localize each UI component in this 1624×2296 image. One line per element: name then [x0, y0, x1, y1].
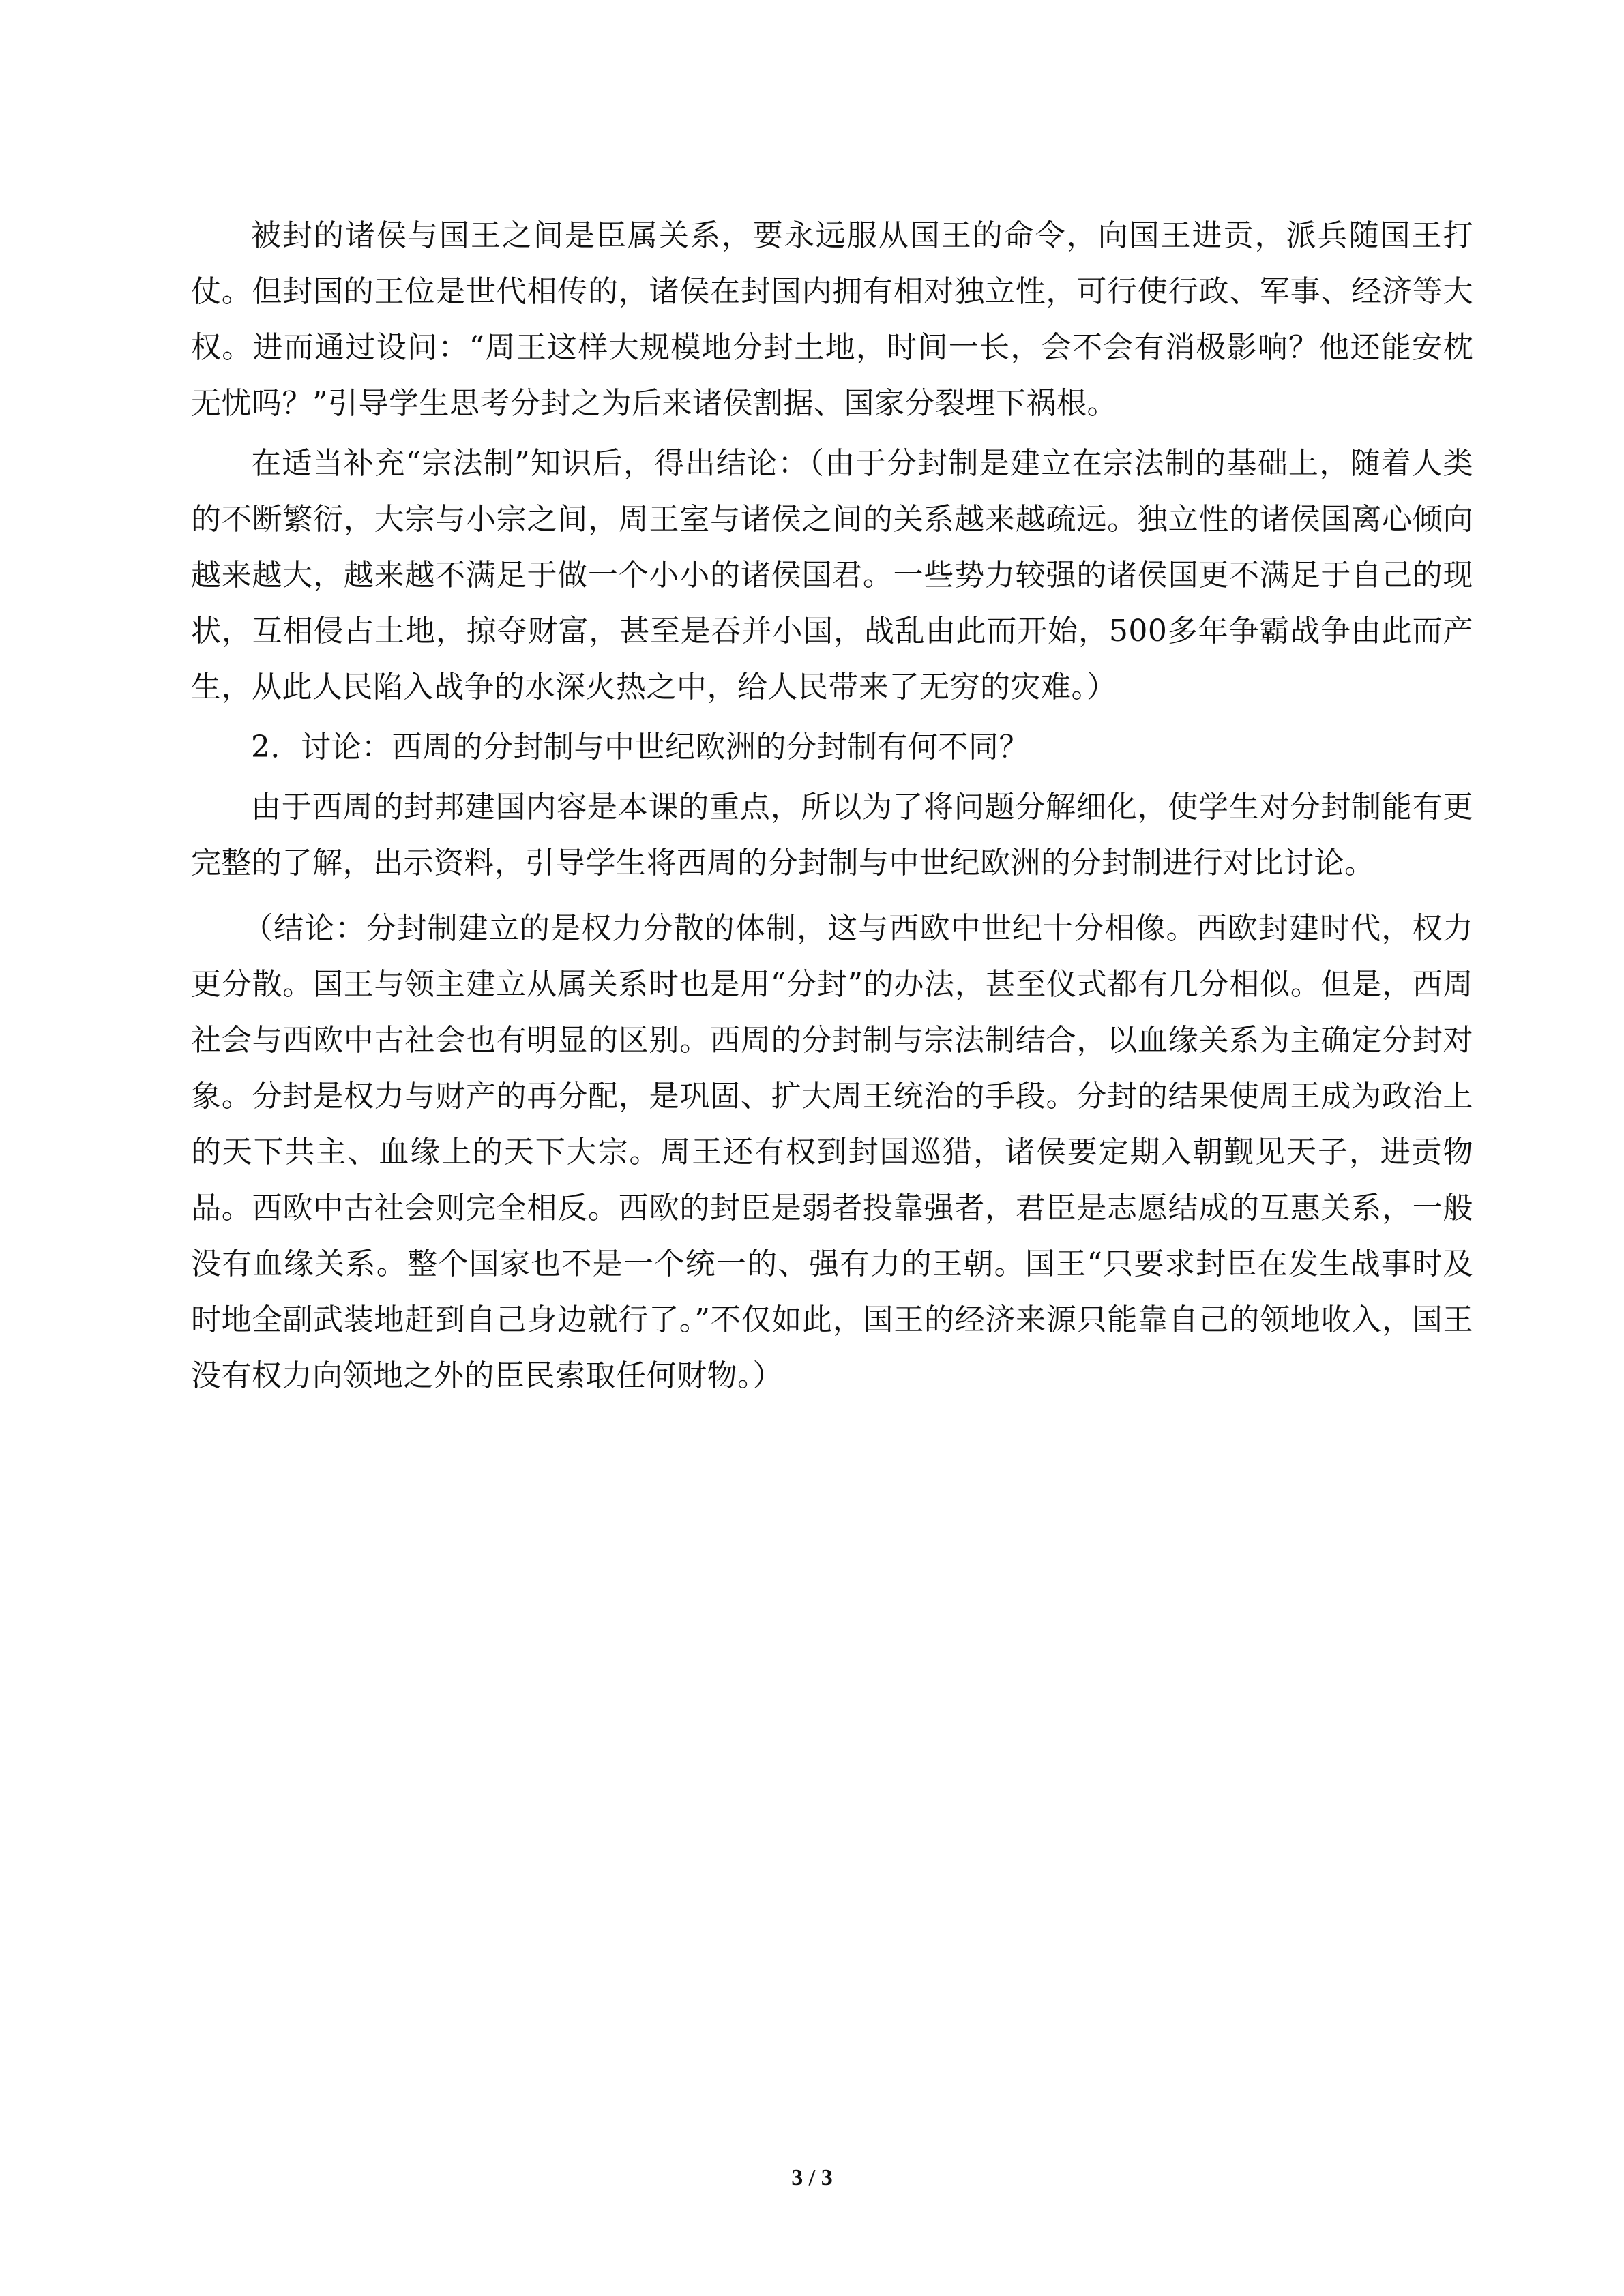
paragraph-discussion-heading: 2．讨论：西周的分封制与中世纪欧洲的分封制有何不同？: [251, 730, 1029, 764]
paragraph-clan-system-conclusion: 在适当补充“宗法制”知识后，得出结论：（由于分封制是建立在宗法制的基础上，随着人类的不断繁衍，大宗与小宗之间，周王室与诸侯之间的关系越来越疏远。独立性的诸侯国离心倾向越来越大，越来越不满足于做一个小小的诸侯国君。一些势力较强的诸侯国更不满足于自己的现状，互相侵占土地，掠夺财富，甚至是吞并小国，战乱由此而开始，500多年争霸战争由此而产生，从此人民陷入战争的水深火热之中，给人民带来了无穷的灾难。）: [191, 446, 1473, 704]
paragraph-vassal-relations: 被封的诸侯与国王之间是臣属关系，要永远服从国王的命令，向国王进贡，派兵随国王打仗。但封国的王位是世代相传的，诸侯在封国内拥有相对独立性，可行使行政、军事、经济等大权。进而通过设问：“周王这样大规模地分封土地，时间一长，会不会有消极影响？他还能安枕无忧吗？”引导学生思考分封之为后来诸侯割据、国家分裂埋下祸根。: [191, 218, 1473, 421]
paragraph-comparison-conclusion: （结论：分封制建立的是权力分散的体制，这与西欧中世纪十分相像。西欧封建时代，权力更分散。国王与领主建立从属关系时也是用“分封”的办法，甚至仪式都有几分相似。但是，西周社会与西欧中古社会也有明显的区别。西周的分封制与宗法制结合，以血缘关系为主确定分封对象。分封是权力与财产的再分配，是巩固、扩大周王统治的手段。分封的结果使周王成为政治上的天下共主、血缘上的天下大宗。周王还有权到封国巡猎，诸侯要定期入朝觐见天子，进贡物品。西欧中古社会则完全相反。西欧的封臣是弱者投靠强者，君臣是志愿结成的互惠关系，一般没有血缘关系。整个国家也不是一个统一的、强有力的王朝。国王“只要求封臣在发生战事时及时地全副武装地赶到自己身边就行了。”不仅如此，国王的经济来源只能靠自己的领地收入，国王没有权力向领地之外的臣民索取任何财物。）: [191, 911, 1473, 1393]
document-body: [191, 208, 1473, 1404]
page-number: 3 / 3: [791, 2165, 833, 2190]
paragraph-discussion-intro: 由于西周的封邦建国内容是本课的重点，所以为了将问题分解细化，使学生对分封制能有更完整的了解，出示资料，引导学生将西周的分封制与中世纪欧洲的分封制进行对比讨论。: [191, 790, 1473, 880]
